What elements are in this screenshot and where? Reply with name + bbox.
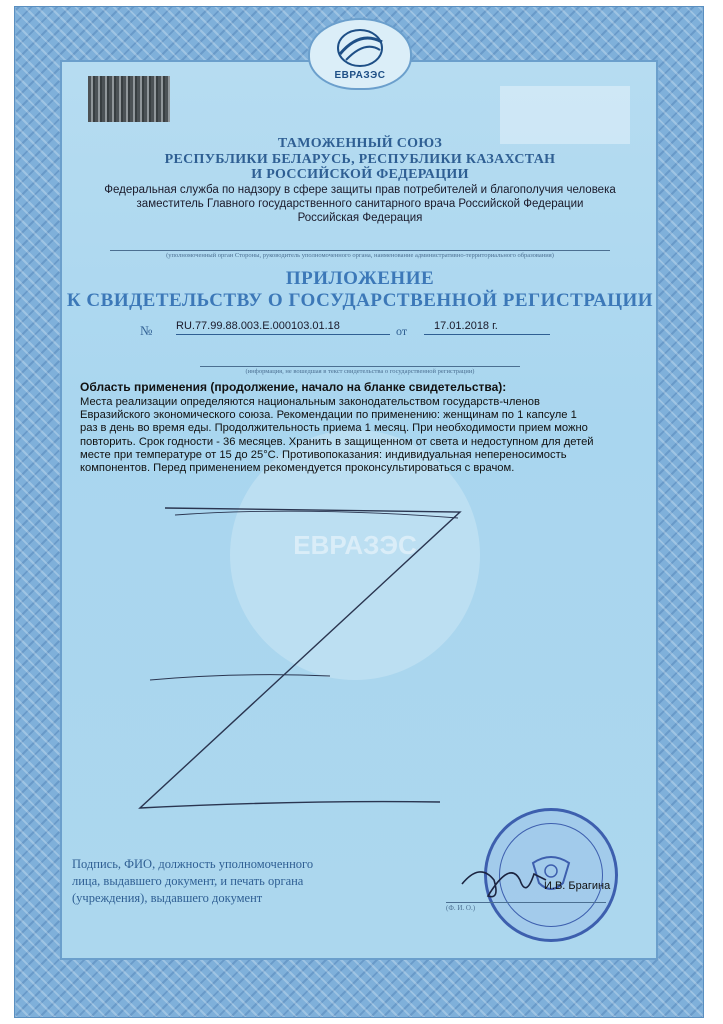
date-label: от (396, 324, 408, 338)
scope-line: месте при температуре от 15 до 25°C. Противопоказания: индивидуальная непереносимость (80, 448, 567, 461)
union-title-line3: И РОССИЙСКОЙ ФЕДЕРАЦИИ (251, 167, 469, 182)
union-title-line1: ТАМОЖЕННЫЙ СОЮЗ (277, 136, 443, 151)
signature-label (72, 856, 392, 907)
agency-caption: (уполномоченный орган Стороны, руководитель уполномоченного органа, наименование административно-территориального образования) (110, 250, 610, 259)
agency-line3: Российская Федерация (297, 212, 423, 224)
number-label: № (140, 323, 153, 338)
scope-line: Евразийского экономического союза. Рекомендации по применению: женщинам по 1 капсуле 1 (80, 409, 577, 422)
watermark-text: ЕВРАЗЭС (293, 530, 417, 560)
scope-line: повторить. Срок годности - 36 месяцев. Хранить в защищенном от света и недоступном для детей (80, 435, 594, 448)
document-title-line1: ПРИЛОЖЕНИЕ (285, 268, 435, 289)
signature-label-line2: лица, выдавшего документ, и печать органа (72, 874, 304, 888)
registration-row (140, 320, 580, 340)
signature-label-line3: (учреждения), выдавшего документ (72, 891, 263, 905)
signature-label-line1: Подпись, ФИО, должность уполномоченного (72, 857, 314, 871)
logo-text: ЕВРАЗЭС (334, 70, 386, 81)
fio-caption: (Ф. И. О.) (446, 902, 606, 912)
scope-line: компонентов. Перед применением рекомендуется проконсультироваться с врачом. (80, 462, 515, 475)
agency-line2: заместитель Главного государственного санитарного врача Российской Федерации (136, 198, 584, 210)
union-title-line2: РЕСПУБЛИКИ БЕЛАРУСЬ, РЕСПУБЛИКИ КАЗАХСТАН (164, 152, 556, 167)
registration-caption: (информация, не вошедшая в текст свидетельства о государственной регистрации) (200, 366, 520, 375)
scope-text (80, 396, 640, 475)
document-title-line2: К СВИДЕТЕЛЬСТВУ О ГОСУДАРСТВЕННОЙ РЕГИСТРАЦИИ (66, 290, 654, 311)
signer-name: И.В. Брагина (544, 880, 611, 892)
scope-heading: Область применения (продолжение, начало на бланке свидетельства): (80, 380, 507, 394)
scope-line: Места реализации определяются национальным законодательством государств-членов (80, 396, 540, 408)
eagle-emblem-icon (487, 811, 615, 939)
evrazes-logo (308, 18, 412, 90)
agency-line1: Федеральная служба по надзору в сфере защиты прав потребителей и благополучия человека (104, 184, 616, 196)
official-seal (484, 808, 618, 942)
registration-date: 17.01.2018 г. (424, 320, 550, 335)
security-barcode (88, 76, 170, 122)
registration-number: RU.77.99.88.003.E.000103.01.18 (176, 320, 390, 335)
scope-line: раз в день во время еды. Продолжительность приема 1 месяц. При необходимости прием можно (80, 422, 588, 435)
